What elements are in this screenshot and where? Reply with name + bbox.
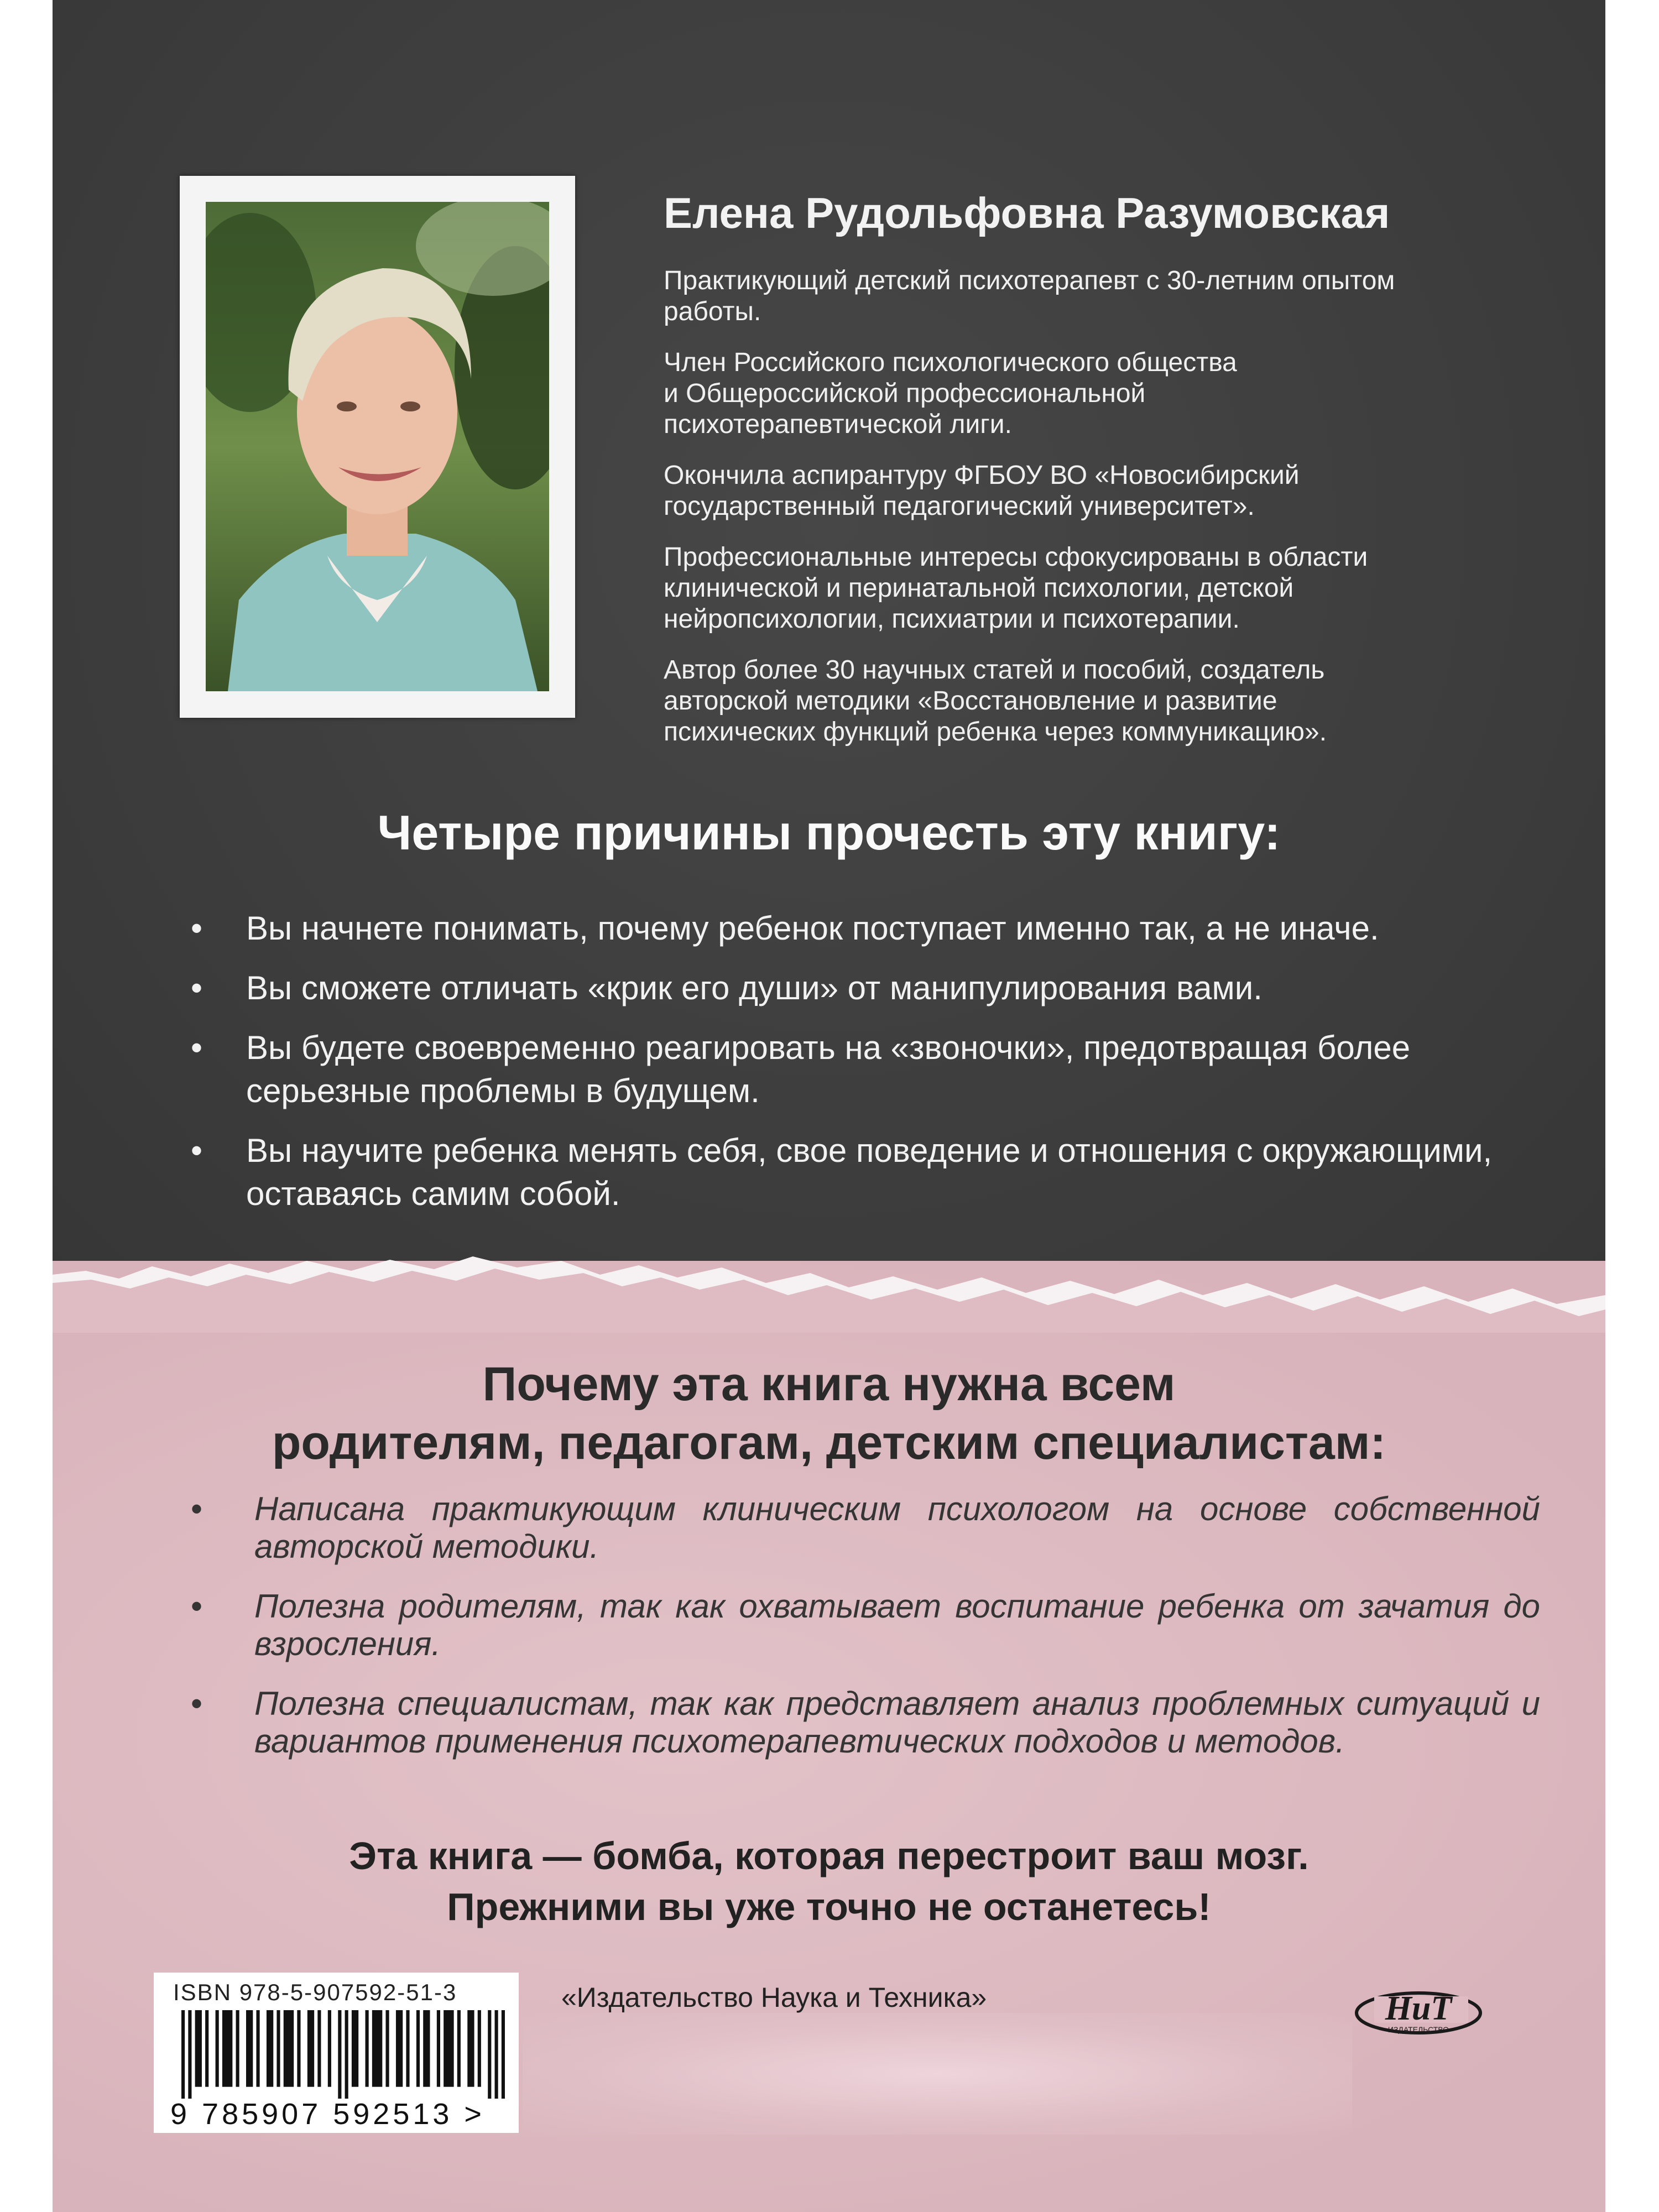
book-back-cover — [53, 0, 1605, 2212]
ean-number: 9 785907 592513 > — [170, 2098, 485, 2131]
list-item: • Написана практикующим клиническим психологом на основе собственной авторской методики. — [191, 1490, 1540, 1566]
list-item: • Полезна родителям, так как охватывает воспитание ребенка от зачатия до взросления. — [191, 1588, 1540, 1663]
barcode — [154, 1973, 519, 2133]
closing-statement: Эта книга — бомба, которая перестроит ваш мозг. Прежними вы уже точно не останетесь! — [349, 1834, 1309, 1928]
list-item: • Вы научите ребенка менять себя, свое поведение и отношения с окружающими, оставаясь самим собой. — [191, 1129, 1584, 1215]
torn-paper-edge — [53, 1244, 1605, 1333]
blurred-area — [523, 2013, 1352, 2135]
bio-paragraph: Автор более 30 научных статей и пособий, создатель авторской методики «Восстановление и развитие психических функций ребенка через коммуникацию». — [664, 655, 1327, 747]
publisher-name: «Издательство Наука и Техника» — [561, 1982, 987, 2013]
list-item: • Вы начнете понимать, почему ребенок поступает именно так, а не иначе. — [191, 907, 1584, 950]
list-item: • Вы будете своевременно реагировать на «звоночки», предотвращая более серьезные проблемы в будущем. — [191, 1026, 1584, 1113]
bio-paragraph: Окончила аспирантуру ФГБОУ ВО «Новосибирский государственный педагогический университет». — [664, 461, 1300, 521]
author-photo — [206, 202, 549, 691]
publisher-logo-icon — [1352, 1974, 1485, 2038]
barcode-bars-icon — [181, 2010, 505, 2099]
author-photo-frame — [180, 176, 575, 718]
reasons-heading: Четыре причины прочесть эту книгу: — [377, 805, 1281, 860]
logo-subtext: ИЗДАТЕЛЬСТВО — [1387, 2025, 1449, 2034]
isbn-label: ISBN 978-5-907592-51-3 — [173, 1979, 457, 2005]
author-bio — [664, 265, 1526, 768]
author-name: Елена Рудольфовна Разумовская — [664, 189, 1390, 237]
reasons-list — [191, 907, 1584, 1232]
bio-paragraph: Практикующий детский психотерапевт с 30-летним опытом работы. — [664, 266, 1395, 326]
bio-paragraph: Профессиональные интересы сфокусированы в области клинической и перинатальной психологии, детской нейропсихологии, психиатрии и психотерапии. — [664, 542, 1368, 634]
logo-text: НиТ — [1385, 1990, 1452, 2027]
why-heading: Почему эта книга нужна всем родителям, педагогам, детским специалистам: — [272, 1358, 1386, 1469]
why-list — [191, 1490, 1540, 1782]
list-item: • Полезна специалистам, так как представляет анализ проблемных ситуаций и вариантов применения психотерапевтических подходов и методов. — [191, 1685, 1540, 1760]
list-item: • Вы сможете отличать «крик его души» от манипулирования вами. — [191, 967, 1584, 1010]
bio-paragraph: Член Российского психологического общества и Общероссийской профессиональной психотерапевтической лиги. — [664, 348, 1237, 439]
